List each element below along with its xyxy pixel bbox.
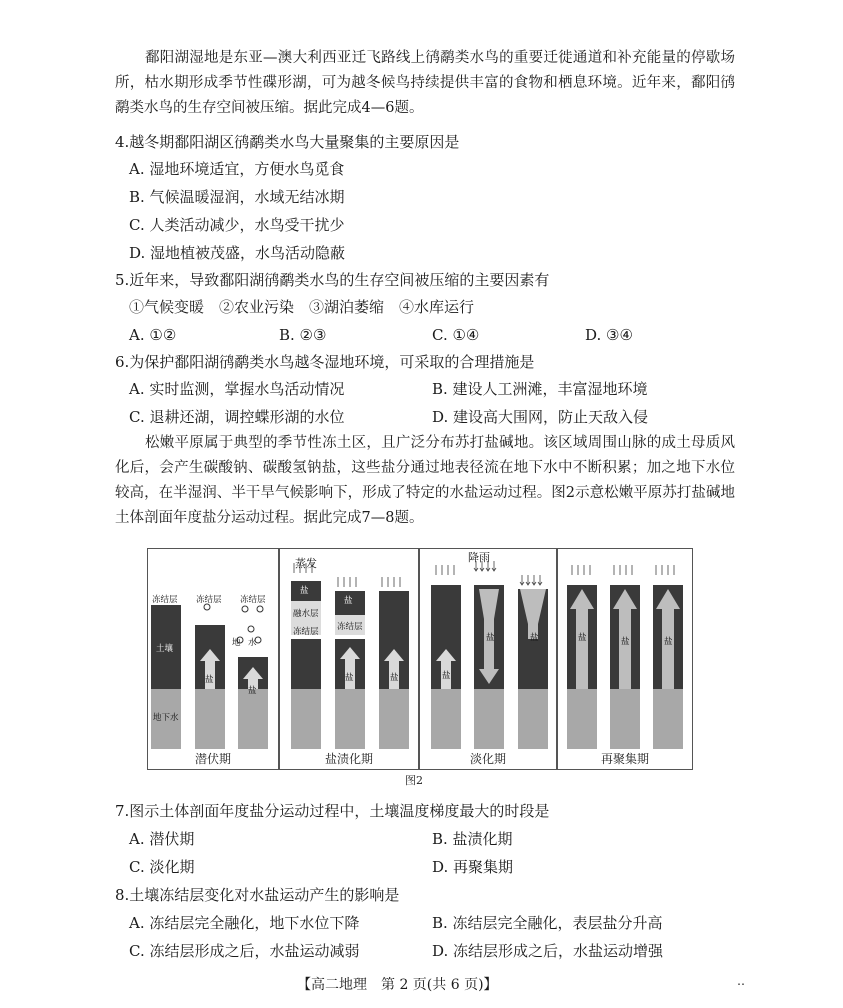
label-salt-7: 盐 bbox=[442, 671, 451, 681]
q7-option-a: A. 潜伏期 bbox=[129, 830, 195, 848]
label-rain: 降雨 bbox=[468, 551, 490, 564]
q8-option-d: D. 冻结层形成之后，水盐运动增强 bbox=[432, 942, 664, 960]
figure-caption: 图2 bbox=[405, 774, 423, 787]
q4-option-b: B. 气候温暖湿润，水域无结冰期 bbox=[129, 188, 345, 206]
label-frozen-2: 冻结层 bbox=[196, 595, 222, 605]
q4-option-c: C. 人类活动减少，水鸟受干扰少 bbox=[129, 216, 345, 234]
phase-label-latent: 潜伏期 bbox=[194, 752, 231, 766]
label-frozen-3: 冻结层 bbox=[240, 595, 266, 605]
question-8-stem: 8.土壤冻结层变化对水盐运动产生的影响是 bbox=[115, 886, 400, 904]
q8-option-a: A. 冻结层完全融化，地下水位下降 bbox=[129, 914, 360, 932]
panel-salinization-period bbox=[279, 548, 419, 770]
q5-option-a: A. ①② bbox=[129, 326, 177, 344]
label-salt-1: 盐 bbox=[205, 675, 214, 685]
q7-option-d: D. 再聚集期 bbox=[432, 858, 514, 876]
label-meltwater: 融水层 bbox=[293, 609, 319, 619]
label-groundwater: 地下水 bbox=[153, 713, 179, 723]
label-salt-12: 盐 bbox=[664, 637, 673, 647]
q6-option-c: C. 退耕还湖，调控蝶形湖的水位 bbox=[129, 408, 345, 426]
figure-2 bbox=[147, 548, 693, 770]
q8-option-b: B. 冻结层完全融化，表层盐分升高 bbox=[432, 914, 663, 932]
q6-option-d: D. 建设高大围网，防止天敌入侵 bbox=[432, 408, 649, 426]
label-evaporation: 蒸发 bbox=[295, 557, 317, 570]
label-water-1: 水 bbox=[248, 638, 257, 648]
label-salt-6: 盐 bbox=[390, 673, 399, 683]
q4-option-d: D. 湿地植被茂盛，水鸟活动隐蔽 bbox=[129, 244, 346, 262]
q5-option-c: C. ①④ bbox=[432, 326, 480, 344]
question-6-stem: 6.为保护鄱阳湖鸻鹬类水鸟越冬湿地环境，可采取的合理措施是 bbox=[115, 353, 535, 371]
question-4-stem: 4.越冬期鄱阳湖区鸻鹬类水鸟大量聚集的主要原因是 bbox=[115, 133, 460, 151]
label-frozen-5: 冻结层 bbox=[337, 622, 363, 632]
desalination-period-diagram bbox=[420, 549, 556, 749]
panel-desalination-period bbox=[419, 548, 557, 770]
q8-option-c: C. 冻结层形成之后，水盐运动减弱 bbox=[129, 942, 360, 960]
q6-option-a: A. 实时监测，掌握水鸟活动情况 bbox=[129, 380, 345, 398]
label-ground: 地 bbox=[232, 638, 241, 648]
q5-factors: ①气候变暖 ②农业污染 ③湖泊萎缩 ④水库运行 bbox=[129, 298, 475, 316]
label-salt-3: 盐 bbox=[300, 586, 309, 596]
label-salt-9: 盐 bbox=[530, 633, 539, 643]
label-salt-8: 盐 bbox=[486, 633, 495, 643]
label-frozen-4: 冻结层 bbox=[293, 627, 319, 637]
phase-label-reaccumulation: 再聚集期 bbox=[600, 752, 649, 766]
salinization-period-diagram bbox=[280, 549, 418, 749]
q7-option-c: C. 淡化期 bbox=[129, 858, 195, 876]
phase-label-salinization: 盐渍化期 bbox=[324, 752, 373, 766]
page-footer: 【高二地理 第 2 页(共 6 页)】 bbox=[297, 977, 498, 993]
label-salt-10: 盐 bbox=[578, 633, 587, 643]
q5-option-d: D. ③④ bbox=[585, 326, 633, 344]
phase-label-desalination: 淡化期 bbox=[469, 752, 506, 766]
panel-reaccumulation-period bbox=[557, 548, 693, 770]
q4-option-a: A. 湿地环境适宜，方便水鸟觅食 bbox=[129, 160, 345, 178]
label-salt-2: 盐 bbox=[248, 686, 257, 696]
label-salt-4: 盐 bbox=[344, 596, 353, 606]
label-frozen-1: 冻结层 bbox=[152, 595, 178, 605]
q5-option-b: B. ②③ bbox=[279, 326, 327, 344]
q6-option-b: B. 建设人工洲滩，丰富湿地环境 bbox=[432, 380, 648, 398]
label-salt-11: 盐 bbox=[621, 637, 630, 647]
label-soil: 土壤 bbox=[156, 644, 174, 654]
panel-latent-period bbox=[147, 548, 279, 770]
question-5-stem: 5.近年来，导致鄱阳湖鸻鹬类水鸟的生存空间被压缩的主要因素有 bbox=[115, 271, 550, 289]
reaccumulation-period-diagram bbox=[558, 549, 692, 749]
q7-option-b: B. 盐渍化期 bbox=[432, 830, 513, 848]
passage-1: 鄱阳湖湿地是东亚—澳大利西亚迁飞路线上鸻鹬类水鸟的重要迁徙通道和补充能量的停歇场所，枯水期形成季节性碟形湖，可为越冬候鸟持续提供丰富的食物和栖息环境。近年来，鄱阳鸻鹬类水鸟的生存空间被压缩。据此完成4—6题。 bbox=[115, 50, 735, 116]
passage-2: 松嫩平原属于典型的季节性冻土区，且广泛分布苏打盐碱地。该区域周围山脉的成土母质风化后，会产生碳酸钠、碳酸氢钠盐，这些盐分通过地表径流在地下水中不断积累；加之地下水位较高，在半湿润、半干旱气候影响下，形成了特定的水盐运动过程。图2示意松嫩平原苏打盐碱地土体剖面年度盐分运动过程。据此完成7—8题。 bbox=[115, 435, 735, 526]
label-salt-5: 盐 bbox=[345, 673, 354, 683]
corner-mark: ‥ bbox=[737, 974, 746, 988]
question-7-stem: 7.图示土体剖面年度盐分运动过程中，土壤温度梯度最大的时段是 bbox=[115, 802, 550, 820]
